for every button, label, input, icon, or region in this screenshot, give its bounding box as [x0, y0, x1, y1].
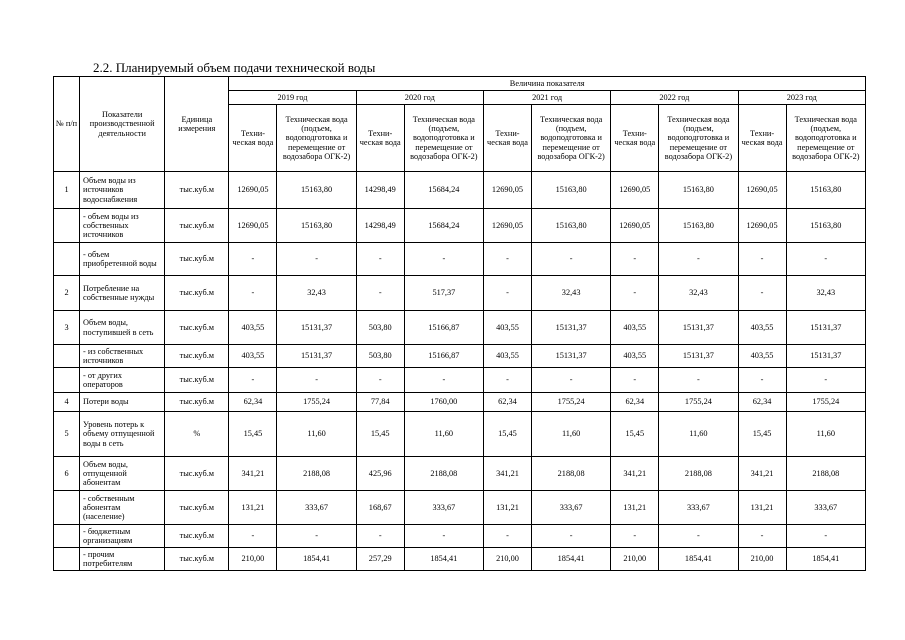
row-value: 403,55	[229, 311, 277, 345]
row-unit: тыс.куб.м	[165, 491, 229, 525]
row-value: 15163,80	[277, 172, 356, 209]
row-value: -	[483, 243, 531, 276]
table-row	[54, 276, 866, 311]
row-value: 11,60	[659, 412, 738, 457]
header-year: 2021 год	[483, 91, 610, 105]
row-value: 15166,87	[404, 345, 483, 368]
row-number: 4	[54, 393, 80, 412]
row-value: 1854,41	[404, 548, 483, 571]
header-year: 2023 год	[738, 91, 866, 105]
row-value: 2188,08	[659, 457, 738, 491]
row-value: -	[786, 368, 865, 393]
row-value: 32,43	[532, 276, 611, 311]
header-technical-water: Техни-ческая вода	[611, 105, 659, 172]
row-value: 210,00	[483, 548, 531, 571]
table-row	[54, 457, 866, 491]
row-label: Потери воды	[80, 393, 165, 412]
row-value: 12690,05	[483, 209, 531, 243]
header-year: 2022 год	[611, 91, 738, 105]
row-number	[54, 243, 80, 276]
row-value: 15131,37	[786, 345, 865, 368]
row-value: -	[611, 243, 659, 276]
row-value: 1854,41	[277, 548, 356, 571]
water-supply-table	[53, 76, 866, 571]
row-value: 11,60	[786, 412, 865, 457]
header-technical-water: Техни-ческая вода	[356, 105, 404, 172]
row-value: 403,55	[738, 311, 786, 345]
row-value: 210,00	[611, 548, 659, 571]
row-number: 1	[54, 172, 80, 209]
row-value: 62,34	[738, 393, 786, 412]
row-number: 2	[54, 276, 80, 311]
row-value: -	[659, 243, 738, 276]
row-value: 14298,49	[356, 172, 404, 209]
header-technical-water-ogk2: Техническая вода (подъем, водоподготовка и перемещение от водозабора ОГК-2)	[532, 105, 611, 172]
row-value: 1755,24	[277, 393, 356, 412]
row-value: -	[483, 368, 531, 393]
row-value: 62,34	[229, 393, 277, 412]
row-number: 5	[54, 412, 80, 457]
row-value: 403,55	[611, 311, 659, 345]
row-value: 11,60	[277, 412, 356, 457]
row-value: -	[229, 243, 277, 276]
row-label: - объем приобретенной воды	[80, 243, 165, 276]
row-value: 403,55	[483, 345, 531, 368]
row-value: 15684,24	[404, 172, 483, 209]
row-value: 210,00	[229, 548, 277, 571]
row-number: 3	[54, 311, 80, 345]
row-value: -	[229, 368, 277, 393]
table-body	[54, 172, 866, 571]
row-value: 403,55	[611, 345, 659, 368]
table-row	[54, 393, 866, 412]
row-unit: тыс.куб.м	[165, 209, 229, 243]
row-label: Уровень потерь к объему отпущенной воды в сеть	[80, 412, 165, 457]
row-value: -	[277, 368, 356, 393]
row-value: 15131,37	[532, 311, 611, 345]
row-value: 15,45	[738, 412, 786, 457]
row-value: 341,21	[611, 457, 659, 491]
row-value: -	[277, 525, 356, 548]
row-value: -	[738, 368, 786, 393]
row-value: 333,67	[786, 491, 865, 525]
row-value: 15,45	[229, 412, 277, 457]
table-row	[54, 209, 866, 243]
row-unit: тыс.куб.м	[165, 311, 229, 345]
row-value: -	[356, 243, 404, 276]
row-value: 32,43	[786, 276, 865, 311]
row-value: 12690,05	[738, 209, 786, 243]
row-value: 15163,80	[532, 172, 611, 209]
table-row	[54, 311, 866, 345]
row-value: 15163,80	[659, 209, 738, 243]
row-label: - бюджетным организациям	[80, 525, 165, 548]
row-value: 333,67	[532, 491, 611, 525]
row-value: -	[532, 243, 611, 276]
header-number: № п/п	[54, 77, 80, 172]
row-unit: тыс.куб.м	[165, 548, 229, 571]
row-value: 341,21	[229, 457, 277, 491]
row-value: 2188,08	[277, 457, 356, 491]
row-value: -	[738, 276, 786, 311]
row-value: 15,45	[356, 412, 404, 457]
row-value: 15163,80	[786, 172, 865, 209]
row-value: -	[532, 368, 611, 393]
table-row	[54, 368, 866, 393]
row-value: 15166,87	[404, 311, 483, 345]
row-unit: тыс.куб.м	[165, 345, 229, 368]
row-value: 12690,05	[611, 172, 659, 209]
row-value: 62,34	[483, 393, 531, 412]
row-value: -	[659, 368, 738, 393]
row-number	[54, 548, 80, 571]
row-value: 1854,41	[532, 548, 611, 571]
header-year: 2019 год	[229, 91, 356, 105]
row-value: 503,80	[356, 345, 404, 368]
row-value: 517,37	[404, 276, 483, 311]
row-value: -	[611, 525, 659, 548]
row-label: Объем воды из источников водоснабжения	[80, 172, 165, 209]
row-value: 1755,24	[532, 393, 611, 412]
row-value: 333,67	[277, 491, 356, 525]
row-value: 15131,37	[659, 311, 738, 345]
row-unit: тыс.куб.м	[165, 457, 229, 491]
row-value: 15131,37	[659, 345, 738, 368]
row-value: 11,60	[404, 412, 483, 457]
header-value: Величина показателя	[229, 77, 866, 91]
header-year: 2020 год	[356, 91, 483, 105]
row-value: 503,80	[356, 311, 404, 345]
row-value: 1854,41	[659, 548, 738, 571]
row-unit: тыс.куб.м	[165, 393, 229, 412]
row-value: -	[356, 368, 404, 393]
row-value: 425,96	[356, 457, 404, 491]
row-value: -	[738, 243, 786, 276]
row-value: 12690,05	[611, 209, 659, 243]
row-value: -	[738, 525, 786, 548]
row-value: -	[483, 525, 531, 548]
header-technical-water: Техни-ческая вода	[229, 105, 277, 172]
row-number	[54, 491, 80, 525]
document-title: 2.2. Планируемый объем подачи технической воды	[93, 60, 376, 75]
row-value: 1854,41	[786, 548, 865, 571]
row-value: 15,45	[611, 412, 659, 457]
row-value: 257,29	[356, 548, 404, 571]
row-value: 14298,49	[356, 209, 404, 243]
row-number	[54, 345, 80, 368]
row-value: -	[659, 525, 738, 548]
row-value: -	[786, 525, 865, 548]
header-technical-water: Техни-ческая вода	[483, 105, 531, 172]
header-technical-water-ogk2: Техническая вода (подъем, водоподготовка и перемещение от водозабора ОГК-2)	[659, 105, 738, 172]
header-technical-water-ogk2: Техническая вода (подъем, водоподготовка и перемещение от водозабора ОГК-2)	[786, 105, 865, 172]
row-value: 15131,37	[532, 345, 611, 368]
row-value: 12690,05	[229, 172, 277, 209]
row-value: 15131,37	[277, 345, 356, 368]
row-unit: тыс.куб.м	[165, 276, 229, 311]
row-value: -	[786, 243, 865, 276]
row-value: 1760,00	[404, 393, 483, 412]
header-technical-water-ogk2: Техническая вода (подъем, водоподготовка и перемещение от водозабора ОГК-2)	[277, 105, 356, 172]
row-value: -	[277, 243, 356, 276]
row-value: 2188,08	[532, 457, 611, 491]
row-value: -	[483, 276, 531, 311]
header-unit: Единица измерения	[165, 77, 229, 172]
row-label: - из собственных источников	[80, 345, 165, 368]
row-label: - собственным абонентам (население)	[80, 491, 165, 525]
row-value: -	[229, 276, 277, 311]
row-value: -	[404, 243, 483, 276]
table-row	[54, 243, 866, 276]
table-header	[54, 77, 866, 172]
row-unit: тыс.куб.м	[165, 525, 229, 548]
row-value: 12690,05	[229, 209, 277, 243]
row-value: -	[404, 525, 483, 548]
row-value: 168,67	[356, 491, 404, 525]
row-value: 32,43	[277, 276, 356, 311]
row-value: 12690,05	[738, 172, 786, 209]
row-value: 15163,80	[532, 209, 611, 243]
row-value: 32,43	[659, 276, 738, 311]
table-row	[54, 548, 866, 571]
row-value: 2188,08	[786, 457, 865, 491]
row-value: 15684,24	[404, 209, 483, 243]
row-value: 2188,08	[404, 457, 483, 491]
row-number	[54, 368, 80, 393]
row-value: 341,21	[483, 457, 531, 491]
header-technical-water-ogk2: Техническая вода (подъем, водоподготовка и перемещение от водозабора ОГК-2)	[404, 105, 483, 172]
row-value: -	[356, 525, 404, 548]
row-unit: тыс.куб.м	[165, 243, 229, 276]
row-label: - от других операторов	[80, 368, 165, 393]
row-value: 15163,80	[786, 209, 865, 243]
row-value: 15163,80	[277, 209, 356, 243]
row-value: -	[611, 368, 659, 393]
row-label: Объем воды, отпущенной абонентам	[80, 457, 165, 491]
row-value: 15131,37	[277, 311, 356, 345]
table-row	[54, 345, 866, 368]
row-value: 403,55	[483, 311, 531, 345]
row-value: 1755,24	[786, 393, 865, 412]
row-label: Потребление на собственные нужды	[80, 276, 165, 311]
row-value: -	[229, 525, 277, 548]
table-row	[54, 172, 866, 209]
row-value: 15163,80	[659, 172, 738, 209]
header-technical-water: Техни-ческая вода	[738, 105, 786, 172]
header-indicator: Показатели производственной деятельности	[80, 77, 165, 172]
row-label: Объем воды, поступившей в сеть	[80, 311, 165, 345]
table-row	[54, 491, 866, 525]
row-value: -	[356, 276, 404, 311]
row-value: 333,67	[659, 491, 738, 525]
row-value: 341,21	[738, 457, 786, 491]
row-unit: тыс.куб.м	[165, 368, 229, 393]
row-number: 6	[54, 457, 80, 491]
row-value: 131,21	[611, 491, 659, 525]
row-value: 11,60	[532, 412, 611, 457]
row-value: 15131,37	[786, 311, 865, 345]
row-value: 333,67	[404, 491, 483, 525]
row-unit: тыс.куб.м	[165, 172, 229, 209]
row-value: 403,55	[229, 345, 277, 368]
row-unit: %	[165, 412, 229, 457]
table-row	[54, 525, 866, 548]
row-value: 131,21	[229, 491, 277, 525]
row-value: 62,34	[611, 393, 659, 412]
row-value: 1755,24	[659, 393, 738, 412]
table-row	[54, 412, 866, 457]
row-number	[54, 209, 80, 243]
row-value: 210,00	[738, 548, 786, 571]
row-label: - объем воды из собственных источников	[80, 209, 165, 243]
row-value: 15,45	[483, 412, 531, 457]
row-value: 77,84	[356, 393, 404, 412]
row-value: 131,21	[738, 491, 786, 525]
row-value: 403,55	[738, 345, 786, 368]
row-value: -	[611, 276, 659, 311]
row-number	[54, 525, 80, 548]
row-value: 131,21	[483, 491, 531, 525]
row-label: - прочим потребителям	[80, 548, 165, 571]
row-value: 12690,05	[483, 172, 531, 209]
row-value: -	[532, 525, 611, 548]
row-value: -	[404, 368, 483, 393]
